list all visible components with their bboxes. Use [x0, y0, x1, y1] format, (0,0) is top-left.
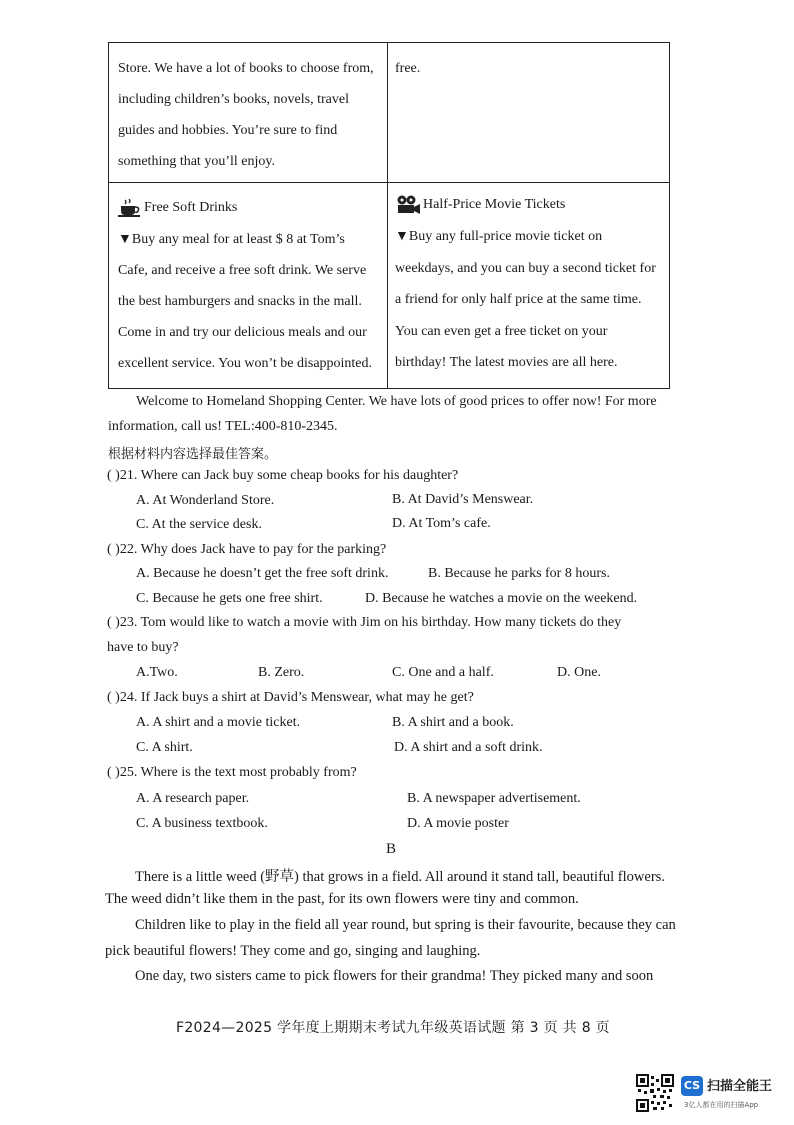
cell-soft-drinks — [118, 198, 372, 379]
welcome-line-2: information, call us! TEL:400-810-2345. — [108, 419, 338, 434]
qr-code-icon — [636, 1074, 674, 1112]
cell-top-left — [118, 53, 374, 177]
option-d[interactable]: D. One. — [557, 665, 601, 680]
text-line: including children’s books, novels, travel — [118, 92, 349, 107]
welcome-line-1: Welcome to Homeland Shopping Center. We have lots of good prices to offer now! For more — [136, 394, 657, 409]
soft-drinks-title: Free Soft Drinks — [144, 200, 238, 215]
option-a[interactable]: A. At Wonderland Store. — [136, 493, 275, 508]
text-line: Cafe, and receive a free soft drink. We serve — [118, 263, 367, 278]
paragraph-line: There is a little weed (野草) that grows in a field. All around it stand tall, beautiful flowers. — [135, 869, 665, 885]
text-line: You can even get a free ticket on your — [395, 323, 608, 339]
ad-table — [108, 42, 670, 389]
text-line: ▼Buy any full-price movie ticket on — [395, 229, 603, 244]
option-c[interactable]: C. A business textbook. — [136, 816, 268, 831]
instruction: 根据材料内容选择最佳答案。 — [108, 447, 278, 462]
option-c[interactable]: C. Because he gets one free shirt. — [136, 591, 323, 606]
camscanner-title: 扫描全能王 — [707, 1079, 773, 1094]
option-c[interactable]: C. One and a half. — [392, 665, 494, 680]
page-footer: F2024—2025 学年度上期期末考试九年级英语试题 第 3 页 共 8 页 — [176, 1020, 610, 1036]
soft-drinks-heading — [118, 198, 372, 218]
question-23: ( )23. Tom would like to watch a movie with Jim on his birthday. How many tickets do they — [107, 615, 622, 630]
question-25: ( )25. Where is the text most probably from? — [107, 765, 357, 780]
text-line: Come in and try our delicious meals and our — [118, 325, 367, 340]
question-22: ( )22. Why does Jack have to pay for the parking? — [107, 542, 387, 557]
text-line: Store. We have a lot of books to choose from, — [118, 61, 374, 76]
option-c[interactable]: C. At the service desk. — [136, 517, 262, 532]
text-line: weekdays, and you can buy a second ticket for — [395, 260, 656, 276]
text-line: something that you’ll enjoy. — [118, 154, 275, 169]
text-line: guides and hobbies. You’re sure to find — [118, 123, 338, 138]
option-d[interactable]: D. Because he watches a movie on the weekend. — [365, 591, 638, 606]
film-camera-icon — [395, 195, 421, 215]
coffee-cup-icon — [118, 199, 142, 217]
option-b[interactable]: B. A shirt and a book. — [392, 715, 514, 730]
camscanner-logo: CS — [681, 1076, 703, 1096]
text-line: the best hamburgers and snacks in the mall. — [118, 294, 362, 309]
text-line: ▼Buy any meal for at least $ 8 at Tom’s — [118, 232, 345, 247]
option-c[interactable]: C. A shirt. — [136, 740, 193, 755]
option-b[interactable]: B. Zero. — [258, 665, 305, 680]
question-23-continued: have to buy? — [107, 640, 179, 655]
table-divider-horizontal — [109, 182, 669, 183]
movie-tickets-title: Half-Price Movie Tickets — [423, 197, 566, 212]
text-line: free. — [395, 61, 421, 76]
option-a[interactable]: A. A research paper. — [136, 791, 250, 806]
text-line: birthday! The latest movies are all here. — [395, 355, 618, 370]
section-heading: B — [386, 841, 397, 857]
table-divider-vertical — [387, 43, 388, 388]
cell-top-right — [395, 53, 420, 84]
paragraph-line: Children like to play in the field all year round, but spring is their favourite, because they can — [135, 917, 676, 933]
question-24: ( )24. If Jack buys a shirt at David’s Menswear, what may he get? — [107, 690, 474, 705]
cell-movie-tickets — [395, 195, 656, 379]
option-a[interactable]: A. Because he doesn’t get the free soft drink. — [136, 566, 389, 581]
option-a[interactable]: A. A shirt and a movie ticket. — [136, 715, 301, 730]
option-b[interactable]: B. Because he parks for 8 hours. — [428, 566, 610, 581]
option-b[interactable]: B. At David’s Menswear. — [392, 492, 534, 507]
text-line: excellent service. You won’t be disappointed. — [118, 356, 373, 371]
option-a[interactable]: A.Two. — [136, 665, 178, 680]
option-d[interactable]: D. A shirt and a soft drink. — [394, 740, 543, 755]
question-21: ( )21. Where can Jack buy some cheap books for his daughter? — [107, 468, 459, 483]
paragraph-line: One day, two sisters came to pick flowers for their grandma! They picked many and soon — [135, 968, 654, 984]
paragraph-line: The weed didn’t like them in the past, for its own flowers were tiny and common. — [105, 891, 579, 907]
option-b[interactable]: B. A newspaper advertisement. — [407, 791, 581, 806]
camscanner-subtitle: 3亿人都在用的扫描App — [684, 1101, 759, 1109]
text-line: a friend for only half price at the same time. — [395, 292, 642, 307]
option-d[interactable]: D. At Tom’s cafe. — [392, 516, 491, 531]
paragraph-line: pick beautiful flowers! They come and go, singing and laughing. — [105, 943, 481, 959]
movie-tickets-heading — [395, 195, 656, 215]
option-d[interactable]: D. A movie poster — [407, 816, 509, 831]
